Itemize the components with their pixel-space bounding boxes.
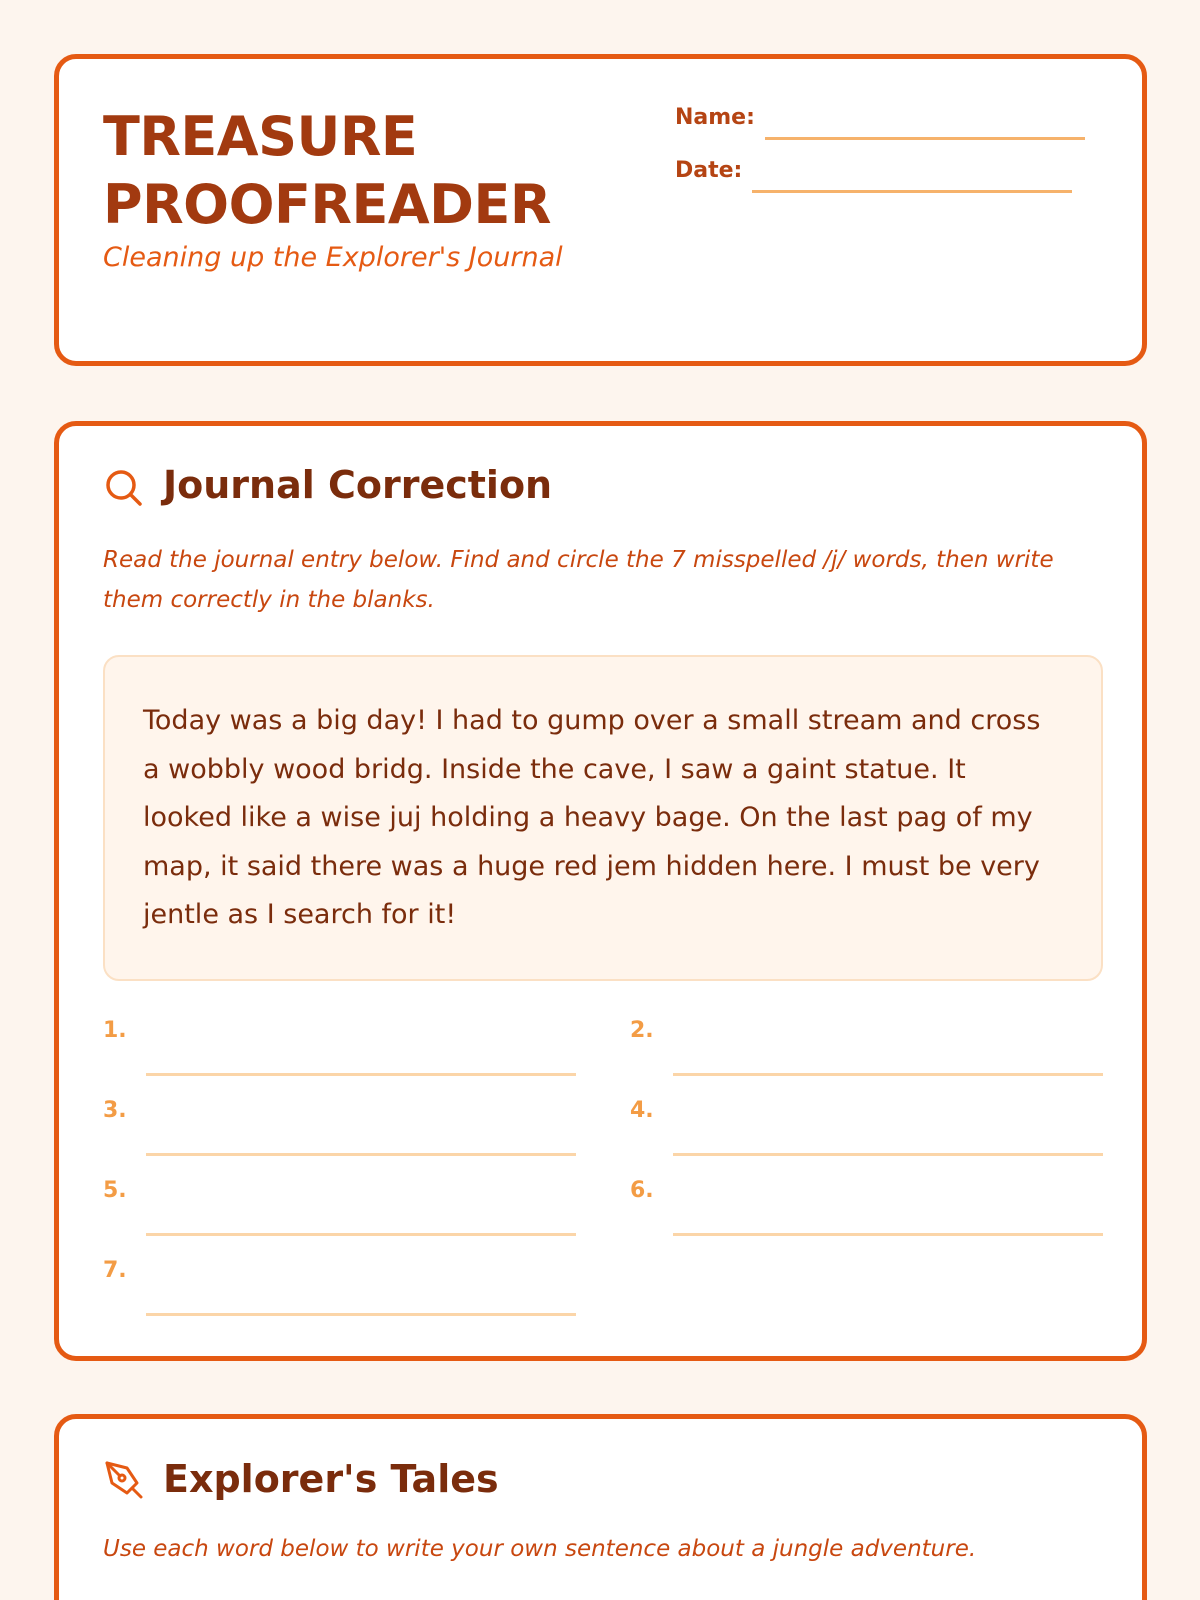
blank-number-6: 6. [630, 1178, 654, 1203]
blank-number-1: 1. [103, 1018, 127, 1043]
blank-number-3: 3. [103, 1098, 127, 1123]
title-line-1: TREASURE [103, 105, 418, 168]
blank-number-5: 5. [103, 1178, 127, 1203]
journal-passage: Today was a big day! I had to gump over a small stream and cross a wobbly wood bridg. Inside the cave, I saw a gaint statue. It looked like a wise juj holding a heavy bage. On the last pag of my map, it said there was a huge red jem hidden here. I must be very jentle as I search for it! [143, 705, 1041, 930]
blank-number-7: 7. [103, 1258, 127, 1283]
section-title-explorers-tales: Explorer's Tales [163, 1457, 499, 1501]
date-field[interactable] [752, 190, 1072, 193]
answer-blank-7[interactable] [146, 1313, 576, 1316]
answer-blank-5[interactable] [146, 1233, 576, 1236]
answer-blank-3[interactable] [146, 1153, 576, 1156]
blank-number-2: 2. [630, 1018, 654, 1043]
pen-nib-icon [103, 1459, 145, 1501]
magnifier-icon [103, 467, 145, 509]
header-card [54, 54, 1147, 366]
section-title-journal-correction: Journal Correction [163, 463, 553, 507]
title-line-2: PROOFREADER [103, 173, 551, 236]
answer-blank-4[interactable] [673, 1153, 1103, 1156]
explorers-tales-card [54, 1414, 1147, 1600]
tales-instructions: Use each word below to write your own sentence about a jungle adventure. [103, 1536, 977, 1562]
journal-passage-box [103, 655, 1103, 981]
page-title [103, 103, 551, 239]
name-label: Name: [675, 105, 755, 130]
answer-blank-2[interactable] [673, 1073, 1103, 1076]
name-field[interactable] [765, 137, 1085, 140]
date-label: Date: [675, 158, 743, 183]
answer-blank-1[interactable] [146, 1073, 576, 1076]
journal-correction-card [54, 421, 1147, 1361]
blank-number-4: 4. [630, 1098, 654, 1123]
correction-instructions: Read the journal entry below. Find and circle the 7 misspelled /j/ words, then write them correctly in the blanks. [103, 547, 1054, 613]
answer-blank-6[interactable] [673, 1233, 1103, 1236]
page-subtitle: Cleaning up the Explorer's Journal [103, 242, 563, 273]
